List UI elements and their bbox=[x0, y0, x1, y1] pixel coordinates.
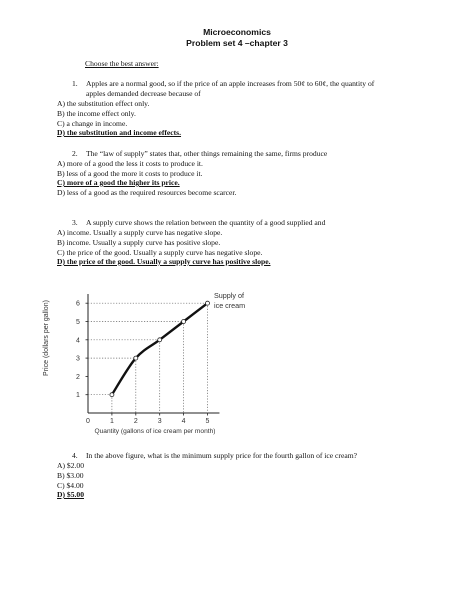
q2-option-c-answer: C) more of a good the higher its price. bbox=[57, 178, 180, 187]
supply-curve-line bbox=[112, 303, 208, 395]
supply-point bbox=[110, 393, 114, 397]
q2-option-b: B) less of a good the more it costs to produce it. bbox=[57, 169, 203, 178]
page-subtitle: Problem set 4 –chapter 3 bbox=[186, 38, 288, 48]
y-tick-label: 2 bbox=[76, 373, 80, 381]
chart-series-label-line1: Supply of bbox=[214, 291, 244, 300]
x-tick-label: 4 bbox=[181, 418, 186, 425]
q3-option-b: B) income. Usually a supply curve has positive slope. bbox=[57, 238, 221, 247]
y-tick-label: 3 bbox=[76, 355, 80, 363]
q2-option-a: A) more of a good the less it costs to produce it. bbox=[57, 159, 203, 168]
x-tick-label: 5 bbox=[205, 418, 210, 425]
y-tick-label: 4 bbox=[76, 337, 80, 345]
chart-points bbox=[110, 301, 210, 397]
y-tick-label: 5 bbox=[76, 319, 80, 326]
chart-guides bbox=[88, 303, 208, 413]
q2-option-d: D) less of a good as the required resources become scarcer. bbox=[57, 188, 237, 197]
supply-point bbox=[158, 338, 162, 342]
x-tick-label: 0 bbox=[86, 418, 90, 425]
q4-stem-line1: In the above figure, what is the minimum supply price for the fourth gallon of ice cream? bbox=[86, 451, 357, 460]
x-tick-label: 1 bbox=[109, 418, 114, 425]
q4-option-c: C) $4.00 bbox=[57, 481, 84, 490]
x-tick-label: 3 bbox=[157, 418, 162, 425]
q4-number: 4. bbox=[72, 451, 78, 460]
q4-option-d-answer: D) $5.00 bbox=[57, 490, 84, 499]
q1-option-b: B) the income effect only. bbox=[57, 109, 136, 118]
supply-point bbox=[182, 320, 186, 324]
q1-stem-line1: Apples are a normal good, so if the price of an apple increases from 50¢ to 60¢, the quantity of bbox=[86, 79, 375, 88]
x-tick-label: 2 bbox=[133, 418, 138, 425]
q1-option-d-answer: D) the substitution and income effects. bbox=[57, 128, 182, 137]
q3-number: 3. bbox=[72, 218, 78, 227]
chart-ylabel: Price (dollars per gallon) bbox=[43, 300, 50, 376]
chart-tick-labels bbox=[76, 301, 210, 425]
chart-xlabel: Quantity (gallons of ice cream per month) bbox=[94, 428, 216, 435]
chart-series-label-line2: ice cream bbox=[214, 301, 246, 310]
q1-stem-line2: apples demanded decrease because of bbox=[86, 89, 201, 98]
q3-option-c: C) the price of the good. Usually a supply curve has negative slope. bbox=[57, 248, 263, 257]
q3-option-d-answer: D) the price of the good. Usually a supply curve has positive slope. bbox=[57, 257, 271, 266]
q2-stem-line1: The “law of supply” states that, other things remaining the same, firms produce bbox=[86, 149, 328, 158]
q1-option-c: C) a change in income. bbox=[57, 119, 128, 128]
q4-option-b: B) $3.00 bbox=[57, 471, 84, 480]
y-tick-label: 6 bbox=[76, 300, 80, 308]
q4-option-a: A) $2.00 bbox=[57, 461, 84, 470]
y-tick-label: 1 bbox=[76, 392, 80, 400]
q1-option-a: A) the substitution effect only. bbox=[57, 99, 150, 108]
page-title: Microeconomics bbox=[203, 27, 271, 37]
q3-stem-line1: A supply curve shows the relation between the quantity of a good supplied and bbox=[86, 218, 326, 227]
supply-point bbox=[134, 356, 138, 360]
chart-curve bbox=[112, 303, 208, 395]
q1-number: 1. bbox=[72, 79, 78, 88]
chart-axes bbox=[86, 294, 220, 415]
supply-point bbox=[206, 301, 210, 305]
instructions: Choose the best answer: bbox=[85, 59, 159, 68]
q2-number: 2. bbox=[72, 149, 78, 158]
q3-option-a: A) income. Usually a supply curve has negative slope. bbox=[57, 228, 223, 237]
